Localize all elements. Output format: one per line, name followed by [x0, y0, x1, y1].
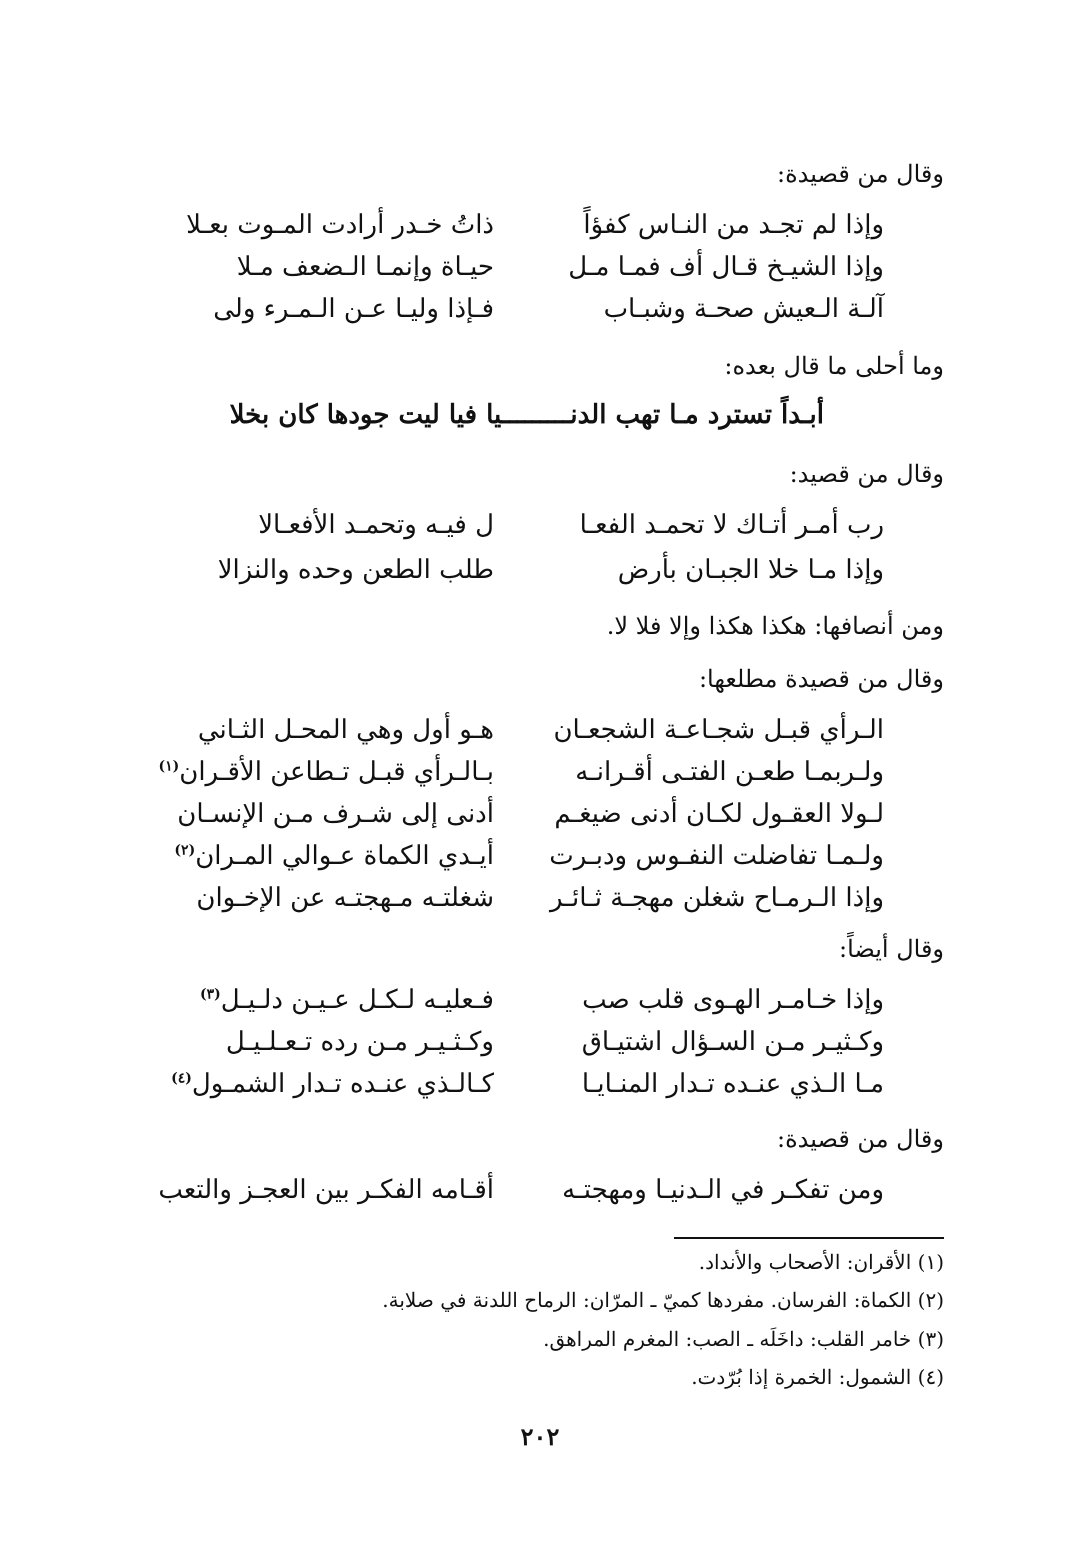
verse-ajuz — [171, 1069, 494, 1099]
single-verse: أبـداً تسترد مـا تهب الدنـــــــــيا فيا ليت جودها كان بخلا — [229, 400, 824, 430]
verse-ajuz-text: شغلتـه مـهجتـه عن الإخـوان — [196, 883, 494, 913]
verse-sadr: ولـمـا تفاضلت النفـوس ودبـرت — [549, 841, 884, 871]
verse-ajuz — [184, 1027, 494, 1057]
footnote: (١) الأقران: الأصحاب والأنداد. — [698, 1250, 944, 1274]
verse-ajuz-text: أيـدي الكماة عـوالي المـران — [195, 841, 494, 871]
verse-sadr: لـولا العقـول لكـان أدنى ضيغـم — [554, 799, 884, 829]
verse-sadr: وكـثيـر مـن السـؤال اشتيـاق — [581, 1027, 884, 1057]
verse-ajuz-text: أدنى إلى شـرف مـن الإنسـان — [177, 799, 494, 829]
verse-sadr: ومن تفكـر في الـدنيـا ومهجتـه — [562, 1175, 884, 1205]
verse-sadr: مـا الـذي عنـده تـدار المنـايـا — [581, 1069, 884, 1099]
verse-sadr: الـرأي قبـل شجـاعـة الشجعـان — [553, 715, 884, 745]
verse-ajuz — [184, 883, 494, 913]
verse-ajuz-text: وكـثـيـر مـن رده تـعـلـيـل — [225, 1027, 494, 1057]
footnote-marker: (١) — [158, 758, 180, 775]
verse-ajuz: أقـامه الفكـر بين العجـز والتعب — [158, 1175, 494, 1205]
intro-heading: وما أحلى ما قال بعده: — [724, 352, 944, 380]
intro-heading: وقال من قصيدة مطلعها: — [698, 665, 944, 693]
footnote: (٣) خامر القلب: داخَلَه ـ الصب: المغرم المراهق. — [543, 1327, 944, 1351]
verse-ajuz: فـإذا وليـا عـن الـمـرء ولى — [213, 294, 494, 324]
verse-sadr: وإذا مـا خلا الجبـان بأرض — [617, 555, 884, 585]
verse-ajuz-text: فـعليـه لـكـل عـيـن دلـيـل — [220, 985, 494, 1015]
verse-ajuz: ذاتُ خـدر أرادت المـوت بعـلا — [186, 210, 494, 240]
verse-sadr: رب أمـر أتـاك لا تحمـد الفعـا — [579, 510, 884, 540]
verse-ajuz: ل فيـه وتحمـد الأفعـالا — [258, 510, 494, 540]
intro-heading: وقال من قصيد: — [789, 460, 944, 488]
verse-ajuz — [184, 715, 494, 745]
verse-sadr: وإذا الشيـخ قـال أف فمـا مـل — [568, 252, 884, 282]
intro-heading: وقال أيضاً: — [839, 935, 944, 963]
verse-sadr: وإذا خـامـر الهـوى قلب صب — [582, 985, 884, 1015]
verse-ajuz-text: كـالـذي عنـده تـدار الشمـول — [191, 1069, 494, 1099]
verse-ajuz — [177, 799, 494, 829]
intro-heading: وقال من قصيدة: — [777, 160, 944, 188]
verse-sadr: وإذا لم تجـد من النـاس كفؤاً — [583, 210, 884, 240]
footnote-separator — [674, 1237, 944, 1239]
verse-sadr: وإذا الـرمـاح شغلن مهجـة ثـائـر — [550, 883, 884, 913]
verse-ajuz — [174, 841, 494, 871]
page-number: ٢٠٢ — [520, 1422, 560, 1451]
footnote-marker: (٢) — [174, 842, 196, 859]
footnote-marker: (٤) — [171, 1070, 192, 1087]
footnote: (٢) الكماة: الفرسان. مفردها كميّ ـ المرّان: الرماح اللدنة في صلابة. — [382, 1288, 944, 1312]
verse-sadr: ولـربمـا طعـن الفتـى أقـرانـه — [575, 757, 884, 787]
verse-ajuz-text: بـالـرأي قبـل تـطاعن الأقـران — [179, 757, 494, 787]
verse-ajuz — [158, 757, 494, 787]
footnote: (٤) الشمول: الخمرة إذا بُرّدت. — [691, 1365, 944, 1389]
verse-sadr: آلـة الـعيش صحـة وشبـاب — [603, 294, 884, 324]
verse-ajuz: طلب الطعن وحده والنزالا — [217, 555, 494, 585]
footnote-marker: (٣) — [199, 986, 221, 1003]
verse-ajuz — [184, 985, 494, 1015]
intro-heading: وقال من قصيدة: — [777, 1125, 944, 1153]
verse-ajuz: حيـاة وإنمـا الـضعف مـلا — [236, 252, 494, 282]
verse-ajuz-text: هـو أول وهي المحـل الثـاني — [197, 715, 494, 745]
halves-line: ومن أنصافها: هكذا هكذا وإلا فلا لا. — [606, 612, 944, 640]
